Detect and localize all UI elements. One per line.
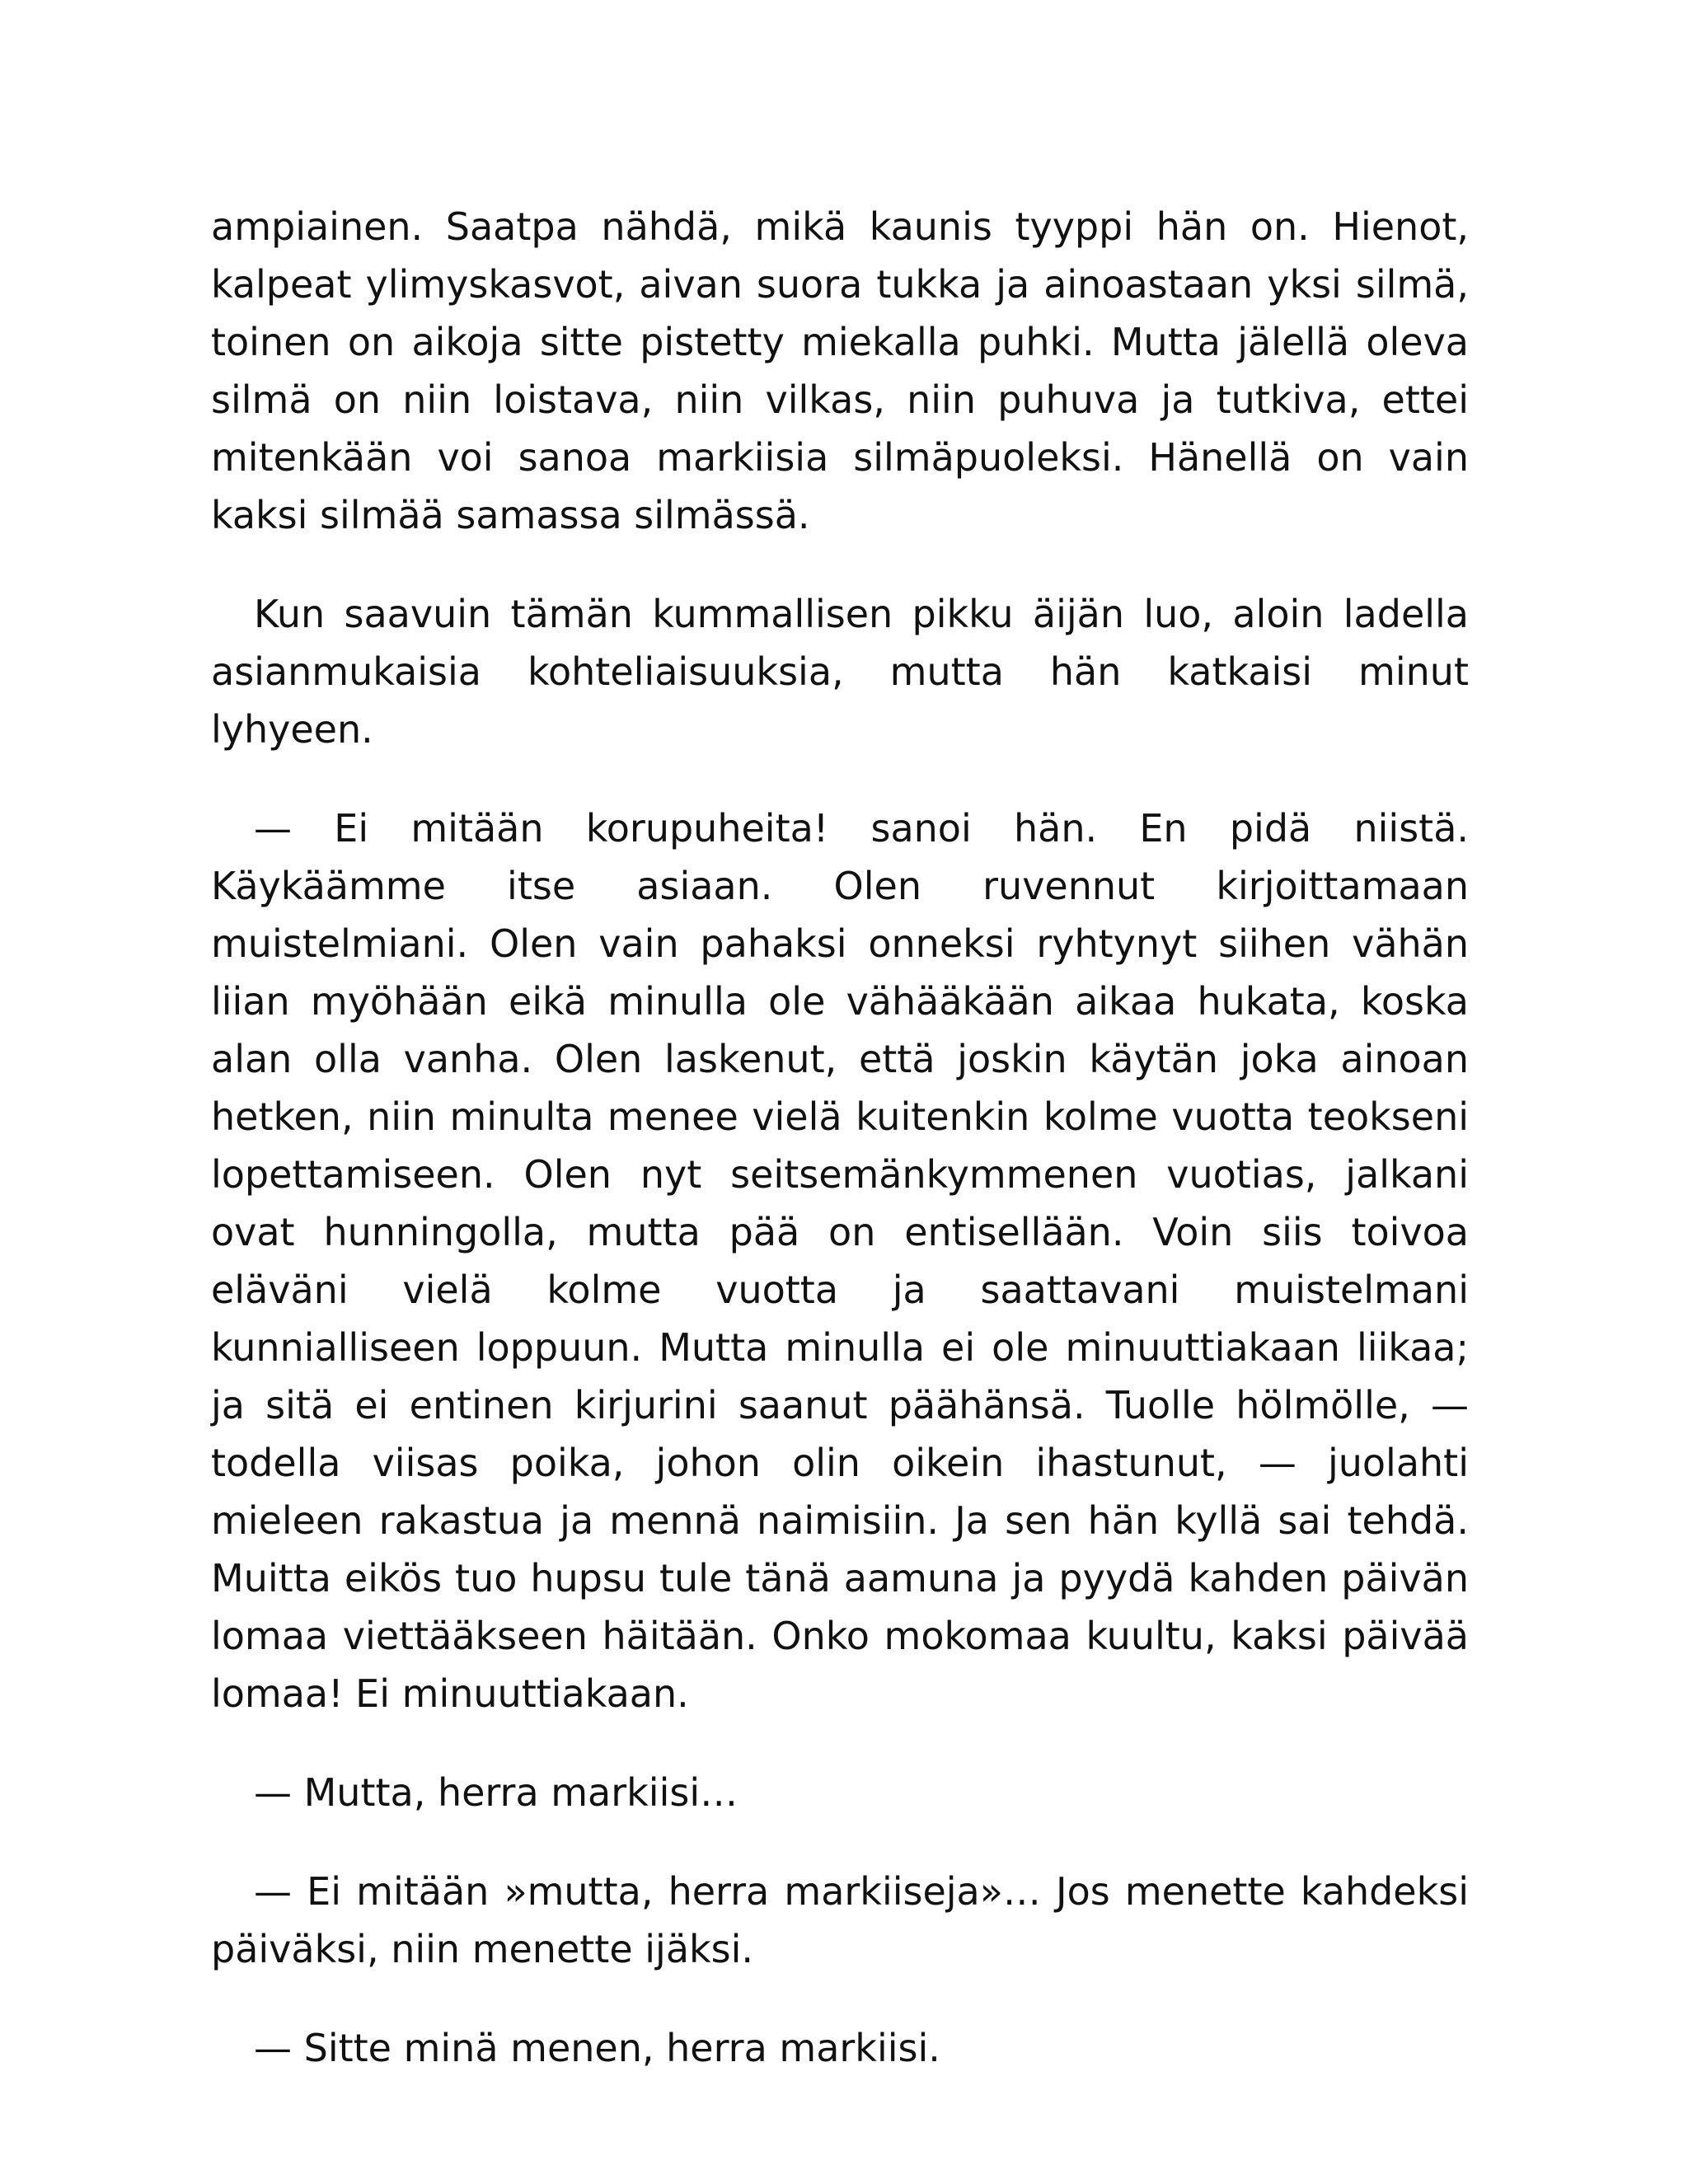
document-page: [211, 198, 1469, 2118]
paragraph-1: ampiainen. Saatpa nähdä, mikä kaunis tyyppi hän on. Hienot, kalpeat ylimyskasvot, aivan suora tukka ja ainoastaan yksi silmä, toinen on aikoja sitte pistetty miekalla puhki. Mutta jälellä oleva silmä on niin loistava, niin vilkas, niin puhuva ja tutkiva, ettei mitenkään voi sanoa markiisia silmäpuoleksi. Hänellä on vain kaksi silmää samassa silmässä.: [211, 204, 1469, 537]
paragraph-3: — Ei mitään korupuheita! sanoi hän. En pidä niistä. Käykäämme itse asiaan. Olen ruvennut kirjoittamaan muistelmiani. Olen vain pahaksi onneksi ryhtynyt siihen vähän liian myöhään eikä minulla ole vähääkään aikaa hukata, koska alan olla vanha. Olen laskenut, että joskin käytän joka ainoan hetken, niin minulta menee vielä kuitenkin kolme vuotta teokseni lopettamiseen. Olen nyt seitsemänkymmenen vuotias, jalkani ovat hunningolla, mutta pää on entisellään. Voin siis toivoa eläväni vielä kolme vuotta ja saattavani muistelmani kunnialliseen loppuun. Mutta minulla ei ole minuuttiakaan liikaa; ja sitä ei entinen kirjurini saanut päähänsä. Tuolle hölmölle, — todella viisas poika, johon olin oikein ihastunut, — juolahti mieleen rakastua ja mennä naimisiin. Ja sen hän kyllä sai tehdä. Muitta eikös tuo hupsu tule tänä aamuna ja pyydä kahden päivän lomaa viettääkseen häitään. Onko mokomaa kuultu, kaksi päivää lomaa! Ei minuuttiakaan.: [211, 806, 1469, 1716]
paragraph-6: — Sitte minä menen, herra markiisi.: [254, 2026, 940, 2070]
paragraph-5: — Ei mitään »mutta, herra markiiseja»… Jos menette kahdeksi päiväksi, niin menette ijäksi.: [211, 1869, 1469, 1971]
paragraph-2: Kun saavuin tämän kummallisen pikku äijän luo, aloin ladella asianmukaisia kohteliaisuuksia, mutta hän katkaisi minut lyhyeen.: [211, 592, 1469, 752]
paragraph-4: — Mutta, herra markiisi…: [254, 1770, 738, 1815]
